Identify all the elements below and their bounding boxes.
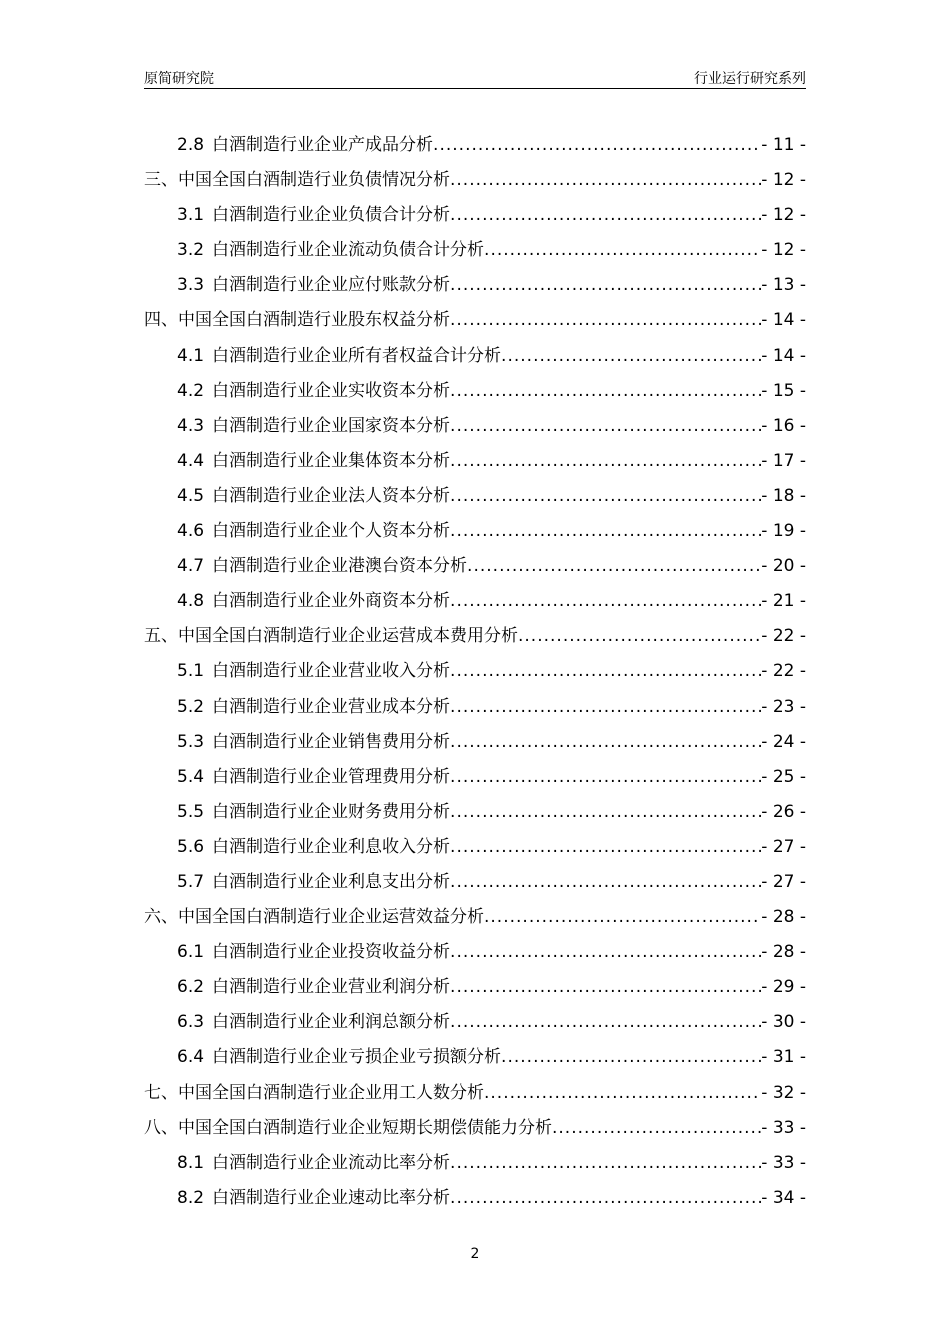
toc-dot-leader: [450, 479, 761, 514]
toc-entry-number: 2.8: [177, 135, 205, 155]
toc-dot-leader: [450, 970, 761, 1005]
toc-dot-leader: [484, 900, 761, 935]
toc-subentry[interactable]: [144, 339, 806, 374]
toc-dot-leader: [450, 1146, 761, 1181]
toc-dot-leader: [501, 339, 761, 374]
toc-dot-leader: [501, 1040, 761, 1075]
toc-entry-number: 4.7: [177, 556, 205, 577]
toc-entry-title: 白酒制造行业企业国家资本分析: [212, 415, 451, 436]
toc-entry-title: 白酒制造行业企业财务费用分析: [212, 801, 451, 822]
toc-entry-title: 白酒制造行业企业利息收入分析: [212, 836, 451, 857]
toc-entry-title: 白酒制造行业企业外商资本分析: [212, 591, 451, 612]
toc-page-number: - 14 -: [761, 345, 806, 366]
toc-page-number: - 28 -: [761, 907, 806, 928]
toc-entry-number: 8.1: [177, 1152, 205, 1173]
toc-subentry[interactable]: [144, 830, 806, 865]
toc-dot-leader: [450, 198, 761, 233]
toc-entry[interactable]: [144, 900, 806, 935]
toc-entry-title: 白酒制造行业企业营业收入分析: [212, 661, 451, 682]
toc-entry[interactable]: [144, 1111, 806, 1146]
toc-page-number: - 12 -: [761, 205, 806, 226]
toc-entry-number: 3.2: [177, 240, 205, 261]
toc-dot-leader: [450, 760, 761, 795]
toc-entry-number: 6.4: [177, 1047, 205, 1068]
toc-dot-leader: [450, 795, 761, 830]
toc-page-number: - 27 -: [761, 836, 806, 857]
toc-subentry[interactable]: [144, 374, 806, 409]
toc-entry-title: 白酒制造行业企业流动比率分析: [212, 1152, 451, 1173]
toc-entry-title: 白酒制造行业企业利润总额分析: [212, 1012, 451, 1033]
toc-entry-number: 3.3: [177, 275, 205, 296]
toc-dot-leader: [450, 935, 761, 970]
toc-subentry[interactable]: [144, 268, 806, 303]
toc-entry-number: 6.2: [177, 977, 205, 998]
toc-subentry[interactable]: [144, 1146, 806, 1181]
toc-entry-number: 5.6: [177, 836, 205, 857]
toc-entry-title: 白酒制造行业企业管理费用分析: [212, 766, 451, 787]
toc-dot-leader: [450, 1005, 761, 1040]
toc-dot-leader: [450, 514, 761, 549]
toc-entry-title: 白酒制造行业企业所有者权益合计分析: [212, 345, 502, 366]
toc-dot-leader: [433, 128, 761, 163]
toc-page-number: - 25 -: [761, 766, 806, 787]
toc-dot-leader: [450, 654, 761, 689]
toc-page-number: - 23 -: [761, 696, 806, 717]
toc-page-number: - 22 -: [761, 661, 806, 682]
toc-entry-number: 4.4: [177, 450, 205, 471]
toc-dot-leader: [450, 725, 761, 760]
toc-entry-number: 4.3: [177, 415, 205, 436]
toc-subentry[interactable]: [144, 1181, 806, 1216]
toc-page-number: - 17 -: [761, 450, 806, 471]
toc-page-number: - 29 -: [761, 977, 806, 998]
header-org-name: 原简研究院: [144, 71, 214, 87]
toc-entry-number: 5.7: [177, 871, 205, 892]
toc-entry-title: 六、中国全国白酒制造行业企业运营效益分析: [144, 907, 484, 928]
toc-page-number: - 21 -: [761, 591, 806, 612]
toc-entry-title: 白酒制造行业企业个人资本分析: [212, 521, 451, 542]
toc-entry-number: 5.4: [177, 766, 205, 787]
toc-dot-leader: [484, 233, 761, 268]
toc-entry-title: 白酒制造行业企业港澳台资本分析: [212, 556, 468, 577]
toc-dot-leader: [467, 549, 761, 584]
toc-entry-number: 5.5: [177, 801, 205, 822]
toc-page-number: - 13 -: [761, 275, 806, 296]
toc-subentry[interactable]: [144, 549, 806, 584]
toc-page-number: - 11 -: [761, 135, 806, 155]
toc-entry-number: 5.2: [177, 696, 205, 717]
toc-page-number: - 26 -: [761, 801, 806, 822]
toc-entry-number: 6.3: [177, 1012, 205, 1033]
toc-subentry[interactable]: [144, 479, 806, 514]
toc-entry-number: 6.1: [177, 942, 205, 963]
toc-subentry[interactable]: [144, 865, 806, 900]
toc-entry-number: 4.8: [177, 591, 205, 612]
toc-subentry[interactable]: [144, 725, 806, 760]
toc-page-number: - 31 -: [761, 1047, 806, 1068]
toc-entry-title: 八、中国全国白酒制造行业企业短期长期偿债能力分析: [144, 1117, 552, 1138]
toc-page-number: - 24 -: [761, 731, 806, 752]
page-number: 2: [470, 1246, 480, 1262]
toc-entry-number: 4.2: [177, 380, 205, 401]
toc-entry-title: 三、中国全国白酒制造行业负债情况分析: [144, 170, 450, 191]
toc-entry-title: 白酒制造行业企业销售费用分析: [212, 731, 451, 752]
toc-page-number: - 12 -: [761, 170, 806, 191]
toc-entry-number: 4.1: [177, 345, 205, 366]
toc-entry-title: 白酒制造行业企业营业利润分析: [212, 977, 451, 998]
toc-subentry[interactable]: [144, 584, 806, 619]
toc-dot-leader: [450, 409, 761, 444]
toc-entry-number: 4.5: [177, 485, 205, 506]
toc-entry-title: 七、中国全国白酒制造行业企业用工人数分析: [144, 1082, 484, 1103]
toc-subentry[interactable]: [144, 690, 806, 725]
toc-subentry[interactable]: [144, 128, 806, 163]
toc-entry-title: 白酒制造行业企业集体资本分析: [212, 450, 451, 471]
toc-page-number: - 32 -: [761, 1082, 806, 1103]
toc-dot-leader: [450, 374, 761, 409]
toc-subentry[interactable]: [144, 233, 806, 268]
toc-subentry[interactable]: [144, 198, 806, 233]
toc-dot-leader: [552, 1111, 761, 1146]
toc-subentry[interactable]: [144, 760, 806, 795]
toc-entry[interactable]: [144, 619, 806, 654]
toc-page-number: - 28 -: [761, 942, 806, 963]
toc-subentry[interactable]: [144, 935, 806, 970]
toc-page-number: - 27 -: [761, 871, 806, 892]
toc-page-number: - 33 -: [761, 1117, 806, 1138]
toc-entry[interactable]: [144, 1076, 806, 1111]
table-of-contents: [144, 128, 806, 1216]
page-header: [144, 66, 806, 89]
toc-subentry[interactable]: [144, 1005, 806, 1040]
toc-entry-title: 白酒制造行业企业产成品分析: [212, 135, 434, 155]
toc-entry-number: 4.6: [177, 521, 205, 542]
toc-subentry[interactable]: [144, 654, 806, 689]
toc-subentry[interactable]: [144, 514, 806, 549]
toc-entry-title: 白酒制造行业企业投资收益分析: [212, 942, 451, 963]
toc-entry-title: 五、中国全国白酒制造行业企业运营成本费用分析: [144, 626, 518, 647]
toc-entry-number: 5.3: [177, 731, 205, 752]
toc-subentry[interactable]: [144, 409, 806, 444]
toc-entry-title: 白酒制造行业企业实收资本分析: [212, 380, 451, 401]
toc-page-number: - 20 -: [761, 556, 806, 577]
toc-entry-title: 白酒制造行业企业亏损企业亏损额分析: [212, 1047, 502, 1068]
toc-entry-title: 白酒制造行业企业负债合计分析: [212, 205, 451, 226]
toc-page-number: - 30 -: [761, 1012, 806, 1033]
toc-entry-number: 3.1: [177, 205, 205, 226]
toc-dot-leader: [450, 163, 761, 198]
toc-entry[interactable]: [144, 303, 806, 338]
toc-subentry[interactable]: [144, 1040, 806, 1075]
header-series-title: 行业运行研究系列: [694, 71, 806, 87]
toc-page-number: - 22 -: [761, 626, 806, 647]
toc-entry-number: 8.2: [177, 1187, 205, 1208]
toc-dot-leader: [450, 830, 761, 865]
toc-dot-leader: [450, 444, 761, 479]
toc-entry-title: 四、中国全国白酒制造行业股东权益分析: [144, 310, 450, 331]
toc-page-number: - 34 -: [761, 1187, 806, 1208]
toc-page-number: - 19 -: [761, 521, 806, 542]
toc-dot-leader: [450, 865, 761, 900]
toc-entry-title: 白酒制造行业企业法人资本分析: [212, 485, 451, 506]
toc-entry-title: 白酒制造行业企业应付账款分析: [212, 275, 451, 296]
toc-entry[interactable]: [144, 163, 806, 198]
toc-dot-leader: [450, 584, 761, 619]
toc-page-number: - 18 -: [761, 485, 806, 506]
toc-entry-title: 白酒制造行业企业流动负债合计分析: [212, 240, 485, 261]
toc-dot-leader: [450, 303, 761, 338]
toc-page-number: - 16 -: [761, 415, 806, 436]
toc-dot-leader: [518, 619, 761, 654]
toc-dot-leader: [484, 1076, 761, 1111]
toc-entry-title: 白酒制造行业企业利息支出分析: [212, 871, 451, 892]
toc-page-number: - 33 -: [761, 1152, 806, 1173]
toc-page-number: - 12 -: [761, 240, 806, 261]
toc-dot-leader: [450, 268, 761, 303]
toc-entry-title: 白酒制造行业企业营业成本分析: [212, 696, 451, 717]
toc-dot-leader: [450, 690, 761, 725]
toc-subentry[interactable]: [144, 795, 806, 830]
toc-page-number: - 15 -: [761, 380, 806, 401]
toc-subentry[interactable]: [144, 970, 806, 1005]
toc-entry-title: 白酒制造行业企业速动比率分析: [212, 1187, 451, 1208]
toc-entry-number: 5.1: [177, 661, 205, 682]
toc-subentry[interactable]: [144, 444, 806, 479]
toc-page-number: - 14 -: [761, 310, 806, 331]
toc-dot-leader: [450, 1181, 761, 1216]
